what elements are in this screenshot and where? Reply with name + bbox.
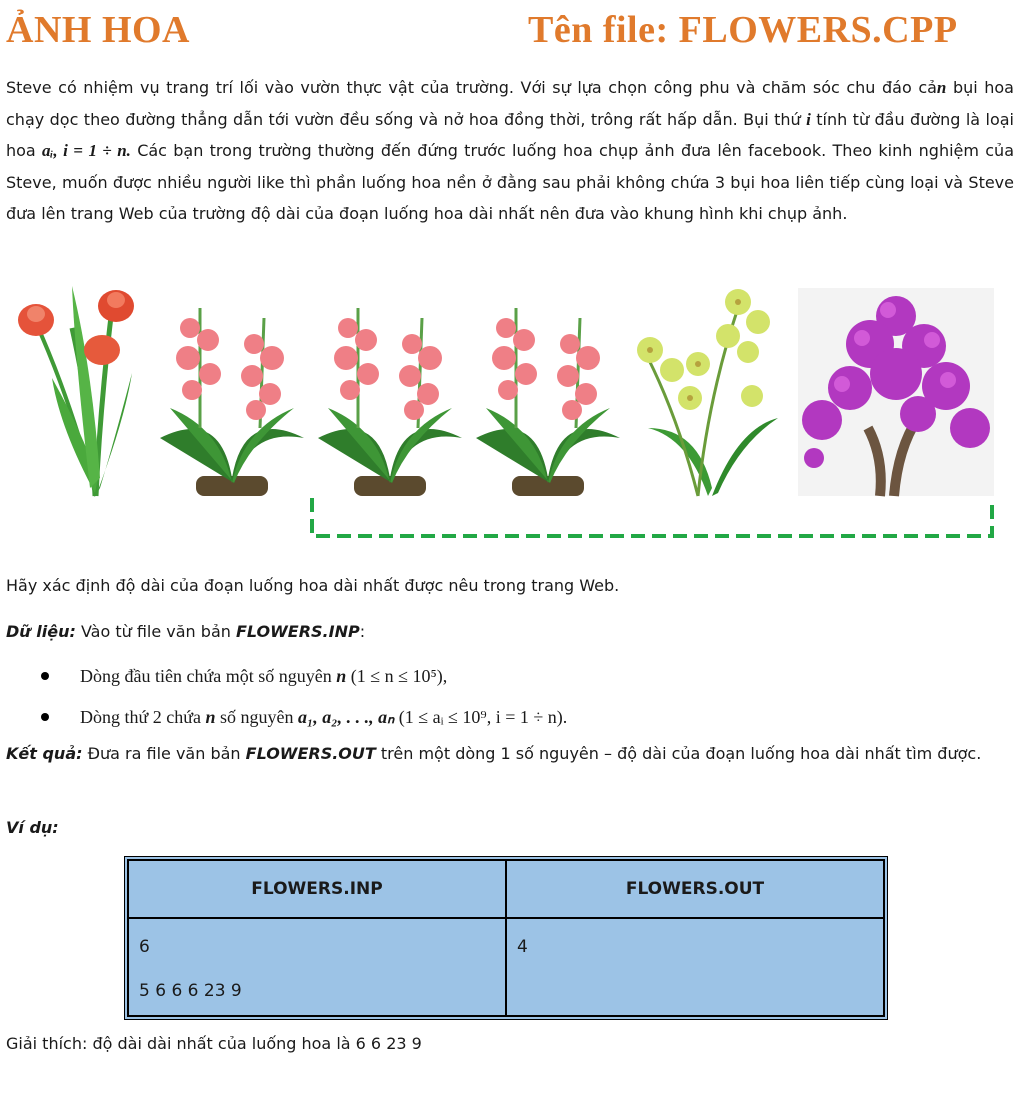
table-header-input: FLOWERS.INP bbox=[128, 860, 506, 918]
table-row bbox=[128, 918, 884, 1016]
input-section-heading: Dữ liệu: Vào từ file văn bản FLOWERS.INP: bbox=[6, 622, 366, 641]
selection-bracket bbox=[312, 498, 992, 536]
flower-bed-illustration bbox=[0, 278, 1024, 548]
example-heading: Ví dụ: bbox=[6, 818, 59, 837]
explanation-text: Giải thích: độ dài dài nhất của luống hoa là 6 6 23 9 bbox=[6, 1034, 422, 1053]
output-section: Kết quả: Đưa ra file văn bản FLOWERS.OUT trên một dòng 1 số nguyên – độ dài của đoạn luống hoa dài nhất tìm được. bbox=[6, 744, 982, 763]
pink-orchid-image bbox=[318, 308, 462, 496]
pink-orchid-image bbox=[160, 308, 304, 496]
pink-orchid-image bbox=[476, 308, 620, 496]
problem-title: ẢNH HOA bbox=[6, 9, 190, 51]
bougainvillea-image bbox=[798, 288, 994, 496]
input-cell bbox=[128, 918, 506, 1016]
output-cell bbox=[506, 918, 884, 1016]
list-item: Dòng thứ 2 chứa n số nguyên a₁, a₂, . . ., aₙ (1 ≤ aᵢ ≤ 10⁹, i = 1 ÷ n). bbox=[0, 697, 567, 738]
yellow-orchid-image bbox=[637, 289, 778, 496]
problem-statement: Steve có nhiệm vụ trang trí lối vào vườn thực vật của trường. Với sự lựa chọn công phu và chăm sóc chu đáo cản bụi hoa chạy dọc theo đường thẳng dẫn tới vườn đều sống và nở hoa đồng thời, trông rất hấp dẫn. Bụi thứ i tính từ đầu đường là loại hoa aᵢ, i = 1 ÷ n. Các bạn trong trường thường đến đứng trước luống hoa chụp ảnh đưa lên facebook. Theo kinh nghiệm của Steve, muốn được nhiều người like thì phần luống hoa nền ở đằng sau phải không chứa 3 bụi hoa liên tiếp cùng loại và Steve đưa lên trang Web của trường độ dài của đoạn luống hoa dài nhất nên đưa vào khung hình khi chụp ảnh. bbox=[6, 78, 1015, 223]
question-text: Hãy xác định độ dài của đoạn luống hoa dài nhất được nêu trong trang Web. bbox=[6, 576, 620, 595]
file-name-title: Tên file: FLOWERS.CPP bbox=[528, 9, 958, 51]
output-line: 4 bbox=[517, 937, 528, 957]
table-header-output: FLOWERS.OUT bbox=[506, 860, 884, 918]
example-table bbox=[124, 856, 888, 1020]
input-format-list bbox=[0, 656, 567, 738]
input-line: 5 6 6 6 23 9 bbox=[139, 981, 242, 1001]
input-line: 6 bbox=[139, 937, 150, 957]
list-item: Dòng đầu tiên chứa một số nguyên n (1 ≤ n ≤ 10⁵), bbox=[0, 656, 567, 697]
tulip-flower-image bbox=[18, 286, 134, 496]
